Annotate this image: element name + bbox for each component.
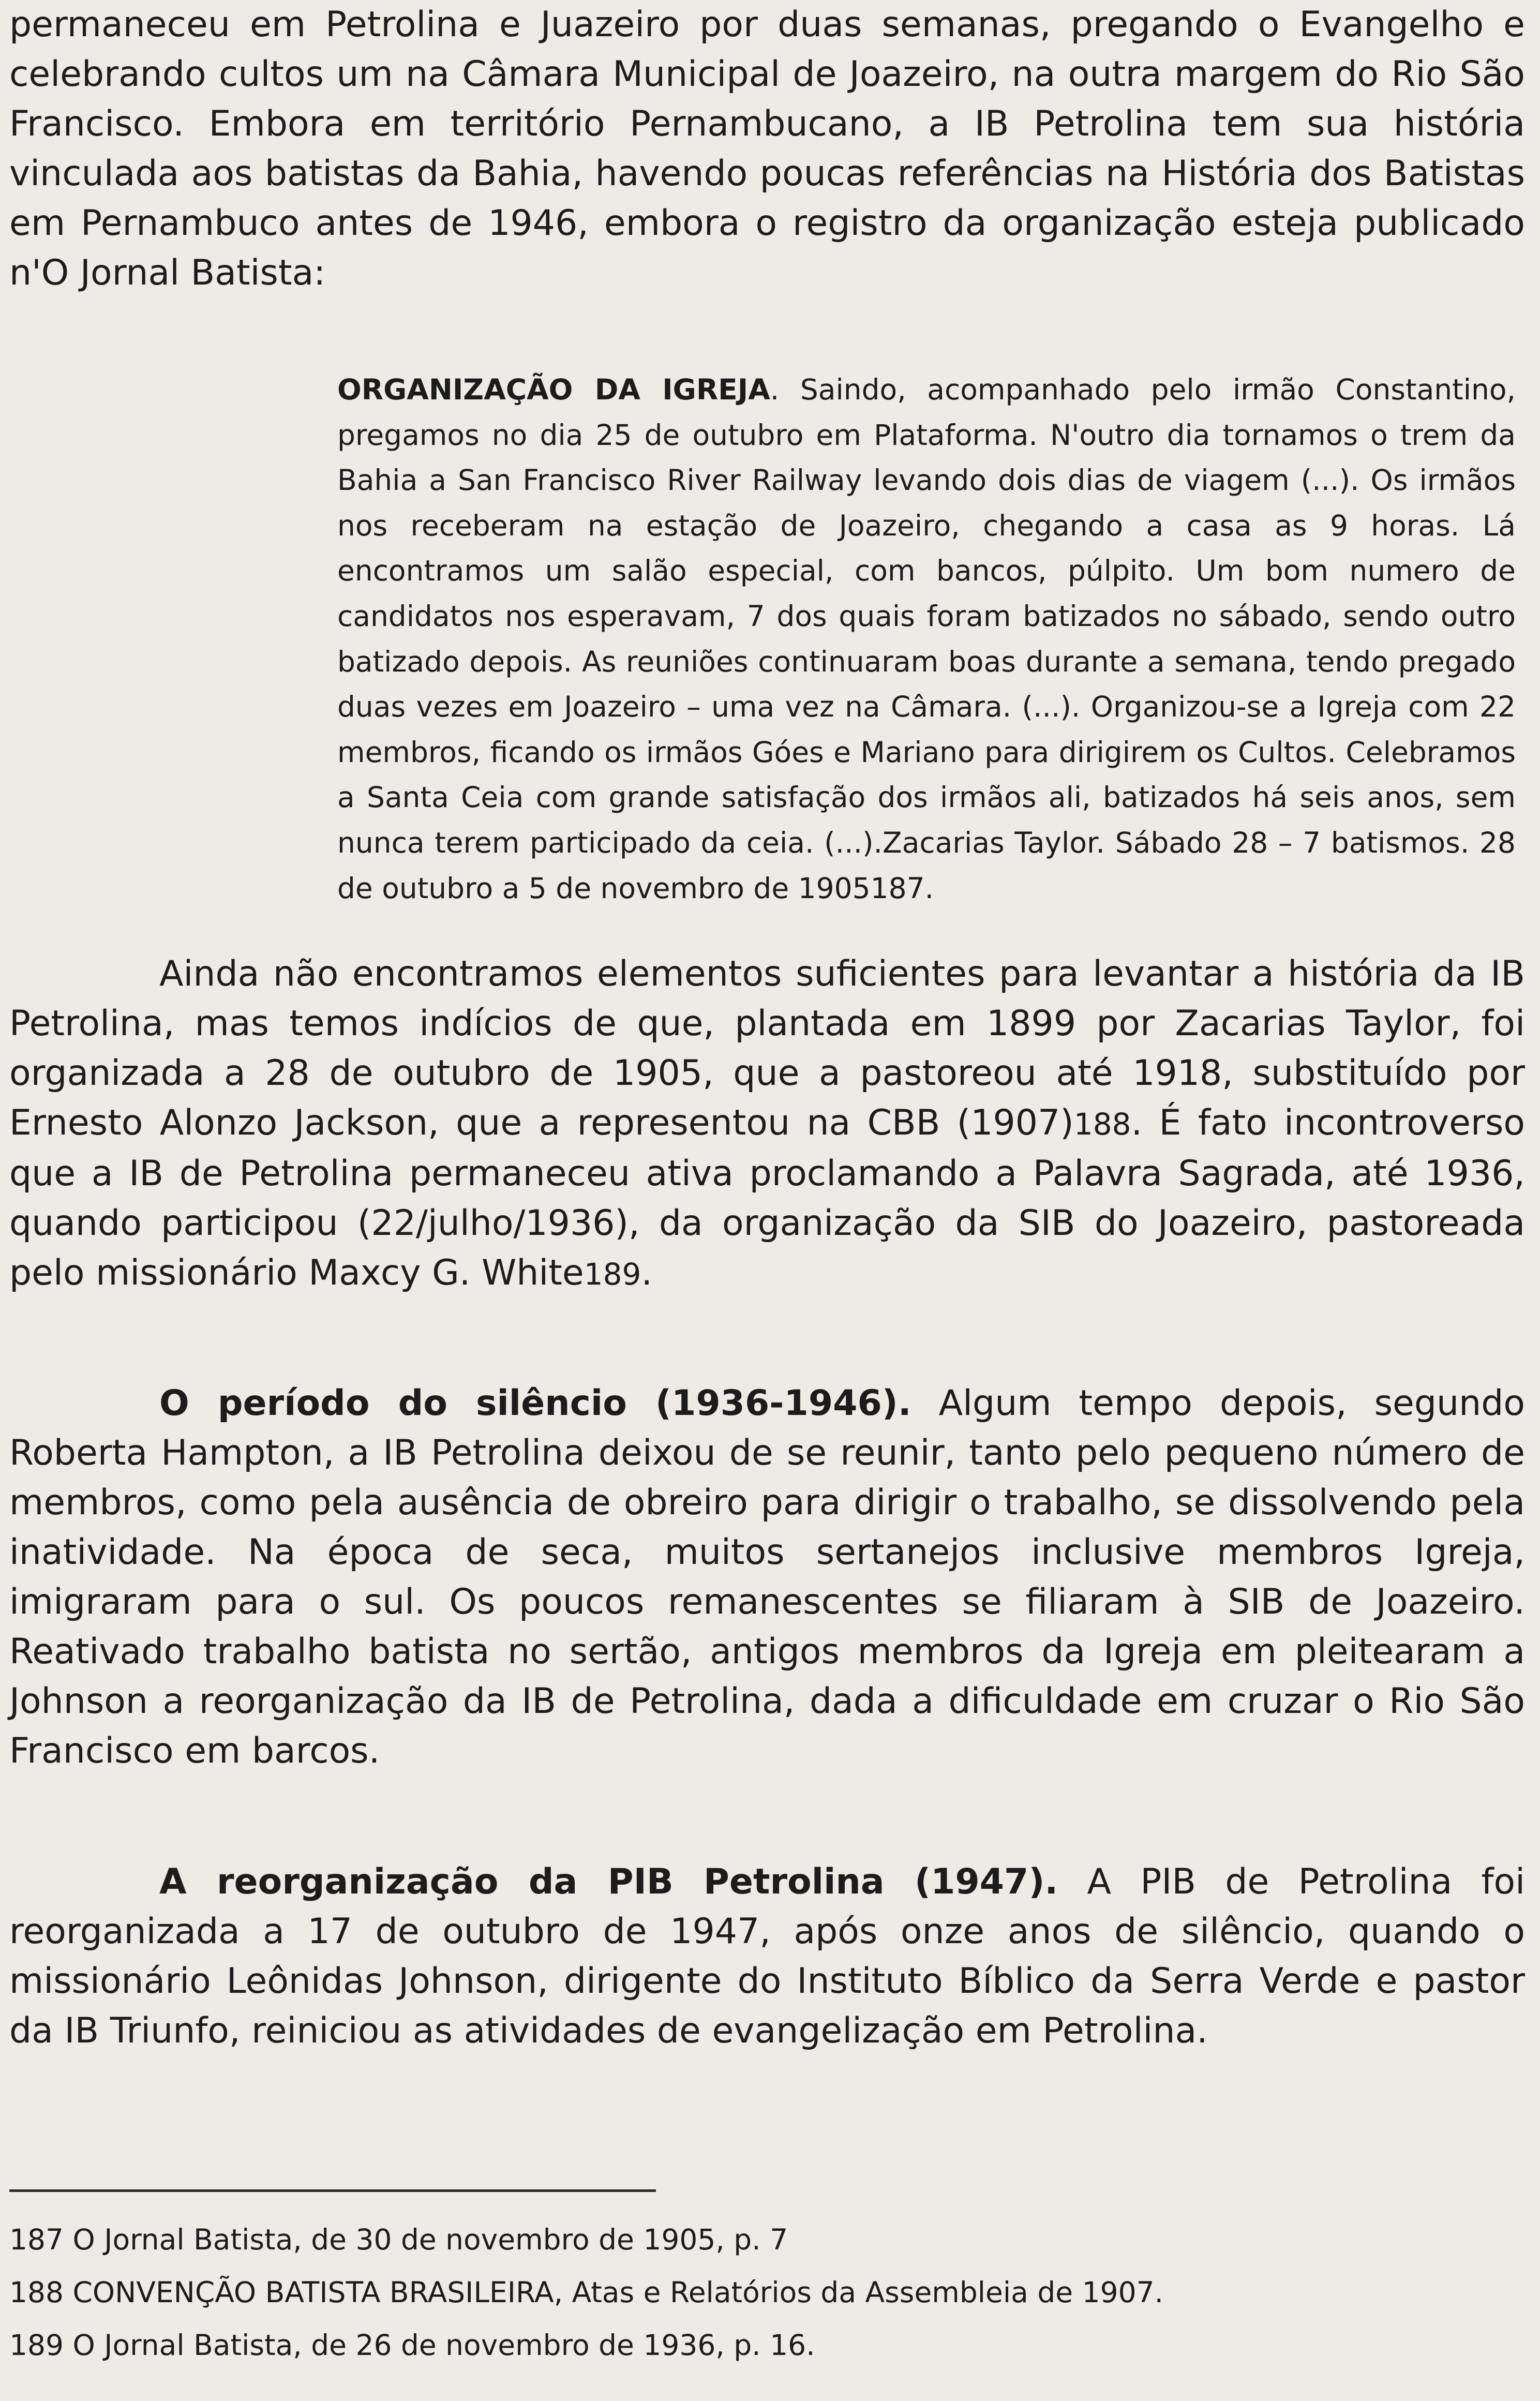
section-reorg-heading: A reorganização da PIB Petrolina (1947).	[159, 1861, 1058, 1902]
footnote-189: 189 O Jornal Batista, de 26 de novembro de 1936, p. 16.	[9, 2329, 815, 2362]
section-reorg-text: A PIB de Petrolina foi reorganizada a 17 de outubro de 1947, após onze anos de silêncio, quando o missionário Leônidas Johnson, dirigente do Instituto Bíblico da Serra Verde e pastor da IB Triunfo, reiniciou as atividades de evangelização em Petrolina.	[9, 1861, 1525, 2051]
quote-text: . Saindo, acompanhado pelo irmão Constantino, pregamos no dia 25 de outubro em Plataforma. N'outro dia tornamos o trem da Bahia a San Francisco River Railway levando dois dias de viagem (...). Os irmãos nos receberam na estação de Joazeiro, chegando a casa as 9 horas. Lá encontramos um salão especial, com bancos, púlpito. Um bom numero de candidatos nos esperavam, 7 dos quais foram batizados no sábado, sendo outro batizado depois. As reuniões continuaram boas durante a semana, tendo pregado duas vezes em Joazeiro – uma vez na Câmara. (...). Organizou-se a Igreja com 22 membros, ficando os irmãos Góes e Mariano para dirigirem os Cultos. Celebramos a Santa Ceia com grande satisfação dos irmãos ali, batizados há seis anos, sem nunca terem participado da ceia. (...).Zacarias Taylor. Sábado 28 – 7 batismos. 28 de outubro a 5 de novembro de 1905187.	[337, 373, 1516, 905]
paragraph-history	[9, 949, 1525, 1299]
footnote-divider	[9, 2189, 656, 2192]
footnote-188: 188 CONVENÇÃO BATISTA BRASILEIRA, Atas e Relatórios da Assembleia de 1907.	[9, 2276, 1164, 2309]
quote-heading: ORGANIZAÇÃO DA IGREJA	[337, 373, 770, 406]
footnotes	[9, 2213, 1458, 2372]
section-silence-text: Algum tempo depois, segundo Roberta Hampton, a IB Petrolina deixou de se reunir, tanto pelo pequeno número de membros, como pela ausência de obreiro para dirigir o trabalho, se dissolvendo pela inatividade. Na época de seca, muitos sertanejos inclusive membros Igreja, imigraram para o sul. Os poucos remanescentes se filiaram à SIB de Joazeiro. Reativado trabalho batista no sertão, antigos membros da Igreja em pleitearam a Johnson a reorganização da IB de Petrolina, dada a dificuldade em cruzar o Rio São Francisco em barcos.	[9, 1383, 1525, 1771]
paragraph-history-text-b: . É fato incontroverso que a IB de Petrolina permaneceu ativa proclamando a Palavra Sagrada, até 1936, quando participou (22/julho/1936), da organização da SIB do Joazeiro, pastoreada pelo missionário Maxcy G. White	[9, 1102, 1525, 1293]
footnote-ref-188: 188	[1073, 1107, 1131, 1142]
footnote-ref-189: 189	[584, 1257, 641, 1292]
section-reorg	[9, 1857, 1525, 2056]
section-silence	[9, 1379, 1525, 1776]
paragraph-history-text-c: .	[641, 1252, 653, 1293]
block-quote	[337, 367, 1516, 911]
section-silence-heading: O período do silêncio (1936-1946).	[159, 1383, 911, 1424]
intro-paragraph: permaneceu em Petrolina e Juazeiro por duas semanas, pregando o Evangelho e celebrando cultos um na Câmara Municipal de Joazeiro, na outra margem do Rio São Francisco. Embora em território Pernambucano, a IB Petrolina tem sua história vinculada aos batistas da Bahia, havendo poucas referências na História dos Batistas em Pernambuco antes de 1946, embora o registro da organização esteja publicado n'O Jornal Batista:	[9, 4, 1525, 293]
footnote-187: 187 O Jornal Batista, de 30 de novembro de 1905, p. 7	[9, 2223, 788, 2256]
paragraph-history-text: Ainda não encontramos elementos suficientes para levantar a história da IB Petrolina, mas temos indícios de que, plantada em 1899 por Zacarias Taylor, foi organizada a 28 de outubro de 1905, que a pastoreou até 1918, substituído por Ernesto Alonzo Jackson, que a representou na CBB (1907)	[9, 953, 1525, 1143]
